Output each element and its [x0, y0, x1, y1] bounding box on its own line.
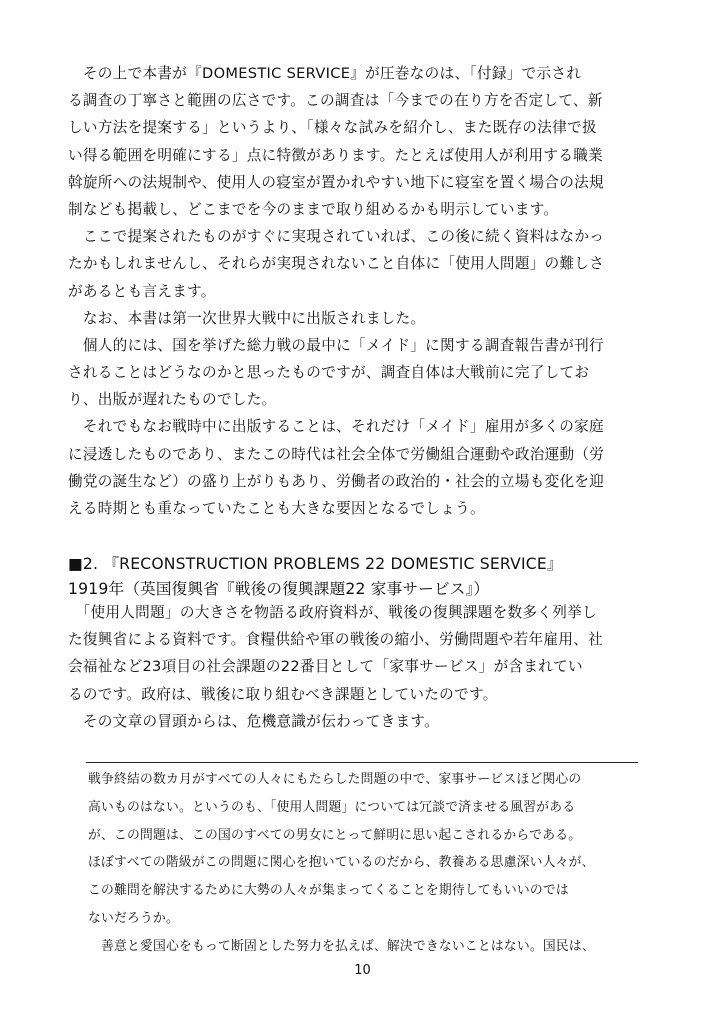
- quote-line: ないだろうか。: [88, 910, 179, 926]
- section-body: [68, 599, 662, 735]
- quote-line: が、この問題は、この国のすべての男女にとって鮮明に思い起こされるからである。: [88, 827, 582, 843]
- text-line: に浸透したものであり、またこの時代は社会全体で労働組合運動や政治運動（労: [68, 445, 605, 463]
- text-line: る調査の丁寧さと範囲の広さです。この調査は「今までの在り方を否定して、新: [68, 92, 603, 110]
- text-line: その文章の冒頭からは、危機意識が伝わってきます。: [68, 712, 440, 730]
- page-number: 10: [354, 963, 371, 978]
- text-line: されることはどうなのかと思ったものですが、調査自体は大戦前に完了してお: [68, 364, 590, 382]
- quote-line: 善意と愛国心をもって断固とした努力を払えば、解決できないことはない。国民は、: [88, 938, 595, 954]
- intro-section: [68, 60, 662, 522]
- text-line: なお、本書は第一次世界大戦中に出版されました。: [68, 309, 426, 327]
- text-line: 働党の誕生など）の盛り上がりもあり、労働者の政治的・社会的立場も変化を迎: [68, 472, 605, 490]
- quote-line: 戦争終結の数カ月がすべての人々にもたらした問題の中で、家事サービスほど関心の: [88, 772, 582, 787]
- section-heading: ■2. 『RECONSTRUCTION PROBLEMS 22 DOMESTIC SERVICE』: [68, 555, 563, 573]
- text-line: 「使用人問題」の大きさを物語る政府資料が、戦後の復興課題を数多く列挙し: [68, 604, 597, 621]
- text-line: るのです。政府は、戦後に取り組むべき課題としていたのです。: [68, 685, 498, 703]
- text-line: い得る範囲を明確にする」点に特徴があります。たとえば使用人が利用する職業: [68, 146, 604, 164]
- quote-divider: [86, 762, 638, 763]
- text-line: があるとも言えます。: [68, 282, 216, 300]
- quote-line: この難問を解決するために大勢の人々が集まってくることを期待してもいいのでは: [88, 883, 569, 899]
- quote-line: ほぼすべての階級がこの問題に関心を抱いているのだから、教養ある思慮深い人々が、: [88, 855, 595, 871]
- text-line: た復興省による資料です。食糧供給や軍の戦後の縮小、労働問題や若年雇用、社: [68, 631, 604, 649]
- quote-line: 高いものはない。というのも、「使用人問題」については冗談で済ませる風習がある: [88, 799, 576, 815]
- text-line: 制なども掲載し、どこまでを今のままで取り組めるかも明示しています。: [68, 200, 559, 218]
- text-line: たかもしれませんし、それらが実現されないこと自体に「使用人問題」の難しさ: [68, 255, 605, 273]
- section-subheading: 1919年（英国復興省『戦後の復興課題22 家事サービス』）: [68, 580, 490, 598]
- text-line: 斡旋所への法規制や、使用人の寝室が置かれやすい地下に寝室を置く場合の法規: [68, 173, 604, 191]
- text-line: それでもなお戦時中に出版することは、それだけ「メイド」雇用が多くの家庭: [68, 418, 604, 436]
- text-line: 個人的には、国を挙げた総力戦の最中に「メイド」に関する調査報告書が刊行: [68, 336, 604, 354]
- text-line: しい方法を提案する」というより、「様々な試みを紹介し、また既存の法律で扱: [68, 119, 597, 137]
- text-line: える時期とも重なっていたことも大きな要因となるでしょう。: [68, 500, 485, 517]
- text-line: その上で本書が『DOMESTIC SERVICE』が圧巻なのは、「付録」で示され: [68, 65, 582, 82]
- text-line: 会福祉など23項目の社会課題の22番目として「家事サービス」が含まれてい: [68, 658, 583, 676]
- quote-block: [88, 766, 648, 961]
- text-line: ここで提案されたものがすぐに実現されていれば、この後に続く資料はなかっ: [68, 228, 605, 246]
- text-line: り、出版が遅れたものでした。: [68, 391, 277, 409]
